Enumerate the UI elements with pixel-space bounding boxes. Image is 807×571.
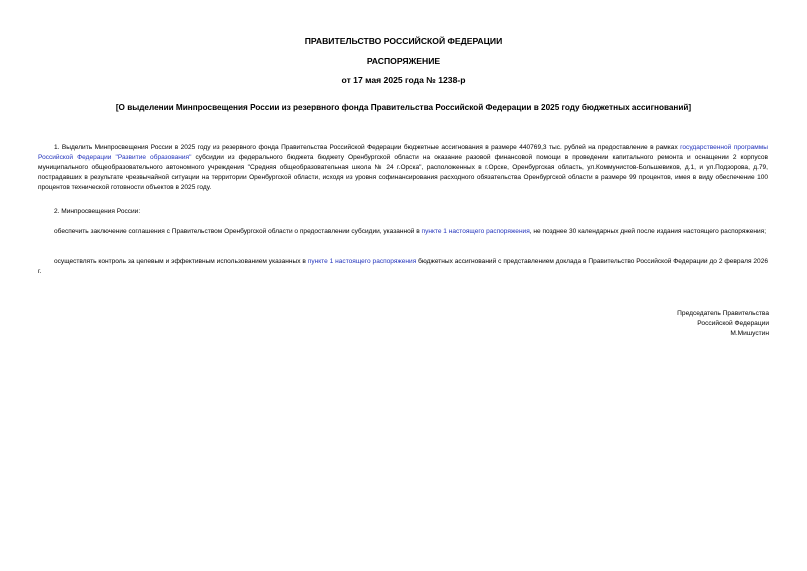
paragraph-4-text-a: осуществлять контроль за целевым и эффективным использованием указанных в bbox=[54, 258, 308, 265]
signature-block bbox=[677, 309, 769, 339]
paragraph-1-text-b: субсидии из федерального бюджета бюджету Оренбургской области на оказание разовой финансовой помощи в проведении капитального ремонта и оснащении 2 корпусов муниципального общеобразовательного автономного учреждения "Средняя общеобразовательная школа № 24 г.Орска", расположенных в г.Орске, Оренбургская область, ул.Коммунистов-Большевиков, д.1, и ул.Подзорова, д.79, пострадавших в результате чрезвычайной ситуации на территории Оренбургской области, исходя из уровня софинансирования расходного обязательства Оренбургской области в размере 99 процентов, имея в виду обеспечение 100 процентов технической готовности объектов в 2025 году. bbox=[38, 154, 768, 191]
signature-organization: Российской Федерации bbox=[697, 320, 769, 327]
paragraph-2-text: 2. Минпросвещения России: bbox=[54, 208, 141, 215]
document-type: РАСПОРЯЖЕНИЕ bbox=[366, 56, 441, 66]
paragraph-1-text-a: 1. Выделить Минпросвещения России в 2025 году из резервного фонда Правительства Российской Федерации бюджетные ассигнования в размере 440769,3 тыс. рублей на предоставление в рамках bbox=[54, 144, 681, 151]
government-heading: ПРАВИТЕЛЬСТВО РОССИЙСКОЙ ФЕДЕРАЦИИ bbox=[304, 36, 503, 46]
clause-1-link[interactable]: пункте 1 настоящего распоряжения bbox=[421, 228, 530, 235]
paragraph-4 bbox=[38, 257, 768, 277]
paragraph-3-text-a: обеспечить заключение соглашения с Правительством Оренбургской области о предоставлении субсидии, указанной в bbox=[54, 228, 422, 235]
paragraph-1 bbox=[38, 143, 768, 193]
document-title: [О выделении Минпросвещения России из резервного фонда Правительства Российской Федерации в 2025 году бюджетных ассигнований] bbox=[115, 103, 692, 112]
paragraph-3 bbox=[38, 227, 768, 237]
clause-1-link[interactable]: пункте 1 настоящего распоряжения bbox=[307, 258, 417, 265]
signature-position: Председатель Правительства bbox=[677, 310, 769, 317]
state-program-link[interactable]: государственной программы Российской Федерации "Развитие образования" bbox=[38, 144, 768, 161]
signature-name: М.Мишустин bbox=[730, 330, 769, 337]
paragraph-3-text-b: , не позднее 30 календарных дней после издания настоящего распоряжения; bbox=[529, 228, 767, 235]
date-number: от 17 мая 2025 года № 1238-р bbox=[341, 75, 466, 85]
paragraph-2 bbox=[38, 207, 768, 217]
paragraph-4-text-b: бюджетных ассигнований с представлением доклада в Правительство Российской Федерации до 2 февраля 2026 г. bbox=[38, 258, 768, 275]
